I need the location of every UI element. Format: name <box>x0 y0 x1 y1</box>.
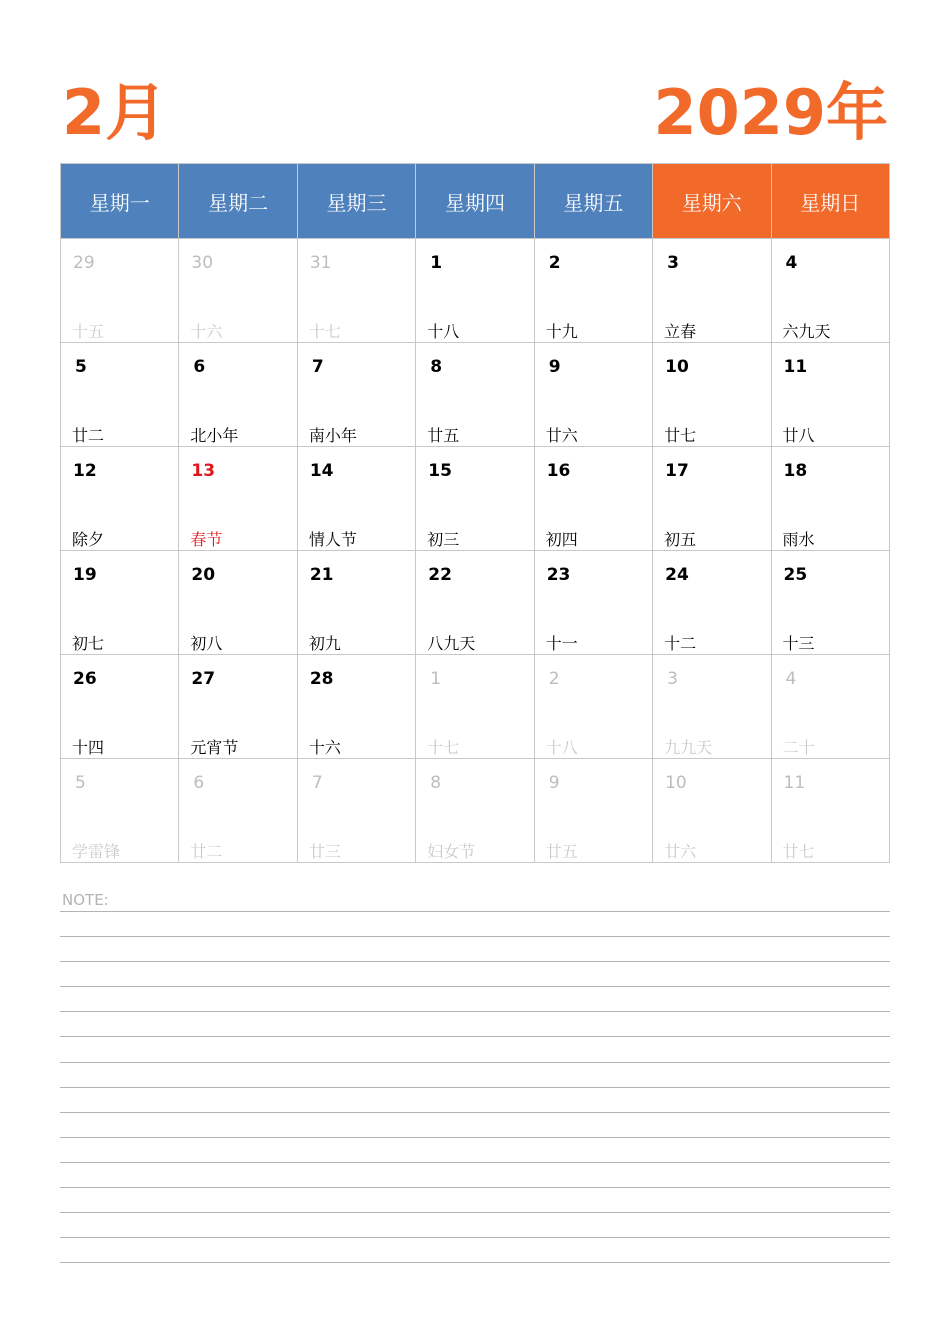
day-cell[interactable] <box>653 239 771 343</box>
note-line[interactable] <box>60 987 890 1012</box>
day-cell[interactable] <box>534 551 652 655</box>
day-cell[interactable] <box>179 447 297 551</box>
day-number: 9 <box>548 357 561 377</box>
lunar-date-label: 廿六 <box>664 842 697 861</box>
lunar-date-label: 初三 <box>427 530 460 549</box>
day-cell-outside-month[interactable] <box>297 759 415 863</box>
day-number: 14 <box>309 461 334 481</box>
day-cell[interactable] <box>297 551 415 655</box>
day-cell[interactable] <box>179 655 297 759</box>
day-number: 4 <box>785 669 797 689</box>
day-number: 30 <box>191 253 214 273</box>
lunar-date-label: 初五 <box>664 530 697 549</box>
weekday-header-cell: 星期二 <box>179 164 297 239</box>
day-number: 17 <box>665 461 689 481</box>
day-number: 22 <box>428 565 452 585</box>
day-cell-outside-month[interactable] <box>61 759 179 863</box>
lunar-date-label: 十八 <box>545 738 578 757</box>
note-line[interactable] <box>60 1138 890 1163</box>
day-cell-outside-month[interactable] <box>179 239 297 343</box>
day-number: 5 <box>75 357 87 377</box>
day-cell[interactable] <box>61 447 179 551</box>
weekday-header-cell: 星期一 <box>61 164 179 239</box>
lunar-date-label: 八九天 <box>427 634 476 653</box>
day-cell-outside-month[interactable] <box>653 759 771 863</box>
day-number: 8 <box>430 357 443 377</box>
note-lines[interactable] <box>60 911 890 1263</box>
day-number: 26 <box>73 669 97 689</box>
day-number: 27 <box>191 669 216 689</box>
day-number: 12 <box>73 461 97 481</box>
year-title: 2029年 <box>653 76 888 149</box>
note-line[interactable] <box>60 962 890 987</box>
day-cell-outside-month[interactable] <box>179 759 297 863</box>
day-cell[interactable] <box>416 551 534 655</box>
day-number: 11 <box>783 357 808 377</box>
lunar-date-label: 妇女节 <box>427 842 476 861</box>
lunar-date-label: 廿二 <box>72 426 105 445</box>
lunar-date-label: 元宵节 <box>190 738 239 757</box>
week-row <box>61 239 890 343</box>
calendar-body <box>61 239 890 863</box>
lunar-date-label: 雨水 <box>782 530 815 549</box>
lunar-date-label: 情人节 <box>308 530 357 549</box>
day-cell[interactable] <box>416 447 534 551</box>
weekday-header-cell: 星期六 <box>653 164 771 239</box>
lunar-date-label: 十三 <box>782 634 815 653</box>
day-number: 19 <box>73 565 97 585</box>
lunar-date-label: 十二 <box>664 634 697 653</box>
day-number: 16 <box>546 461 571 481</box>
lunar-date-label: 廿二 <box>190 842 223 861</box>
day-cell-outside-month[interactable] <box>61 239 179 343</box>
day-cell-outside-month[interactable] <box>534 655 652 759</box>
day-number: 20 <box>191 565 216 585</box>
day-cell[interactable] <box>179 343 297 447</box>
day-cell[interactable] <box>297 655 415 759</box>
lunar-date-label: 十九 <box>545 322 578 341</box>
day-cell[interactable] <box>653 447 771 551</box>
day-cell-outside-month[interactable] <box>771 655 889 759</box>
lunar-date-label: 十六 <box>190 322 223 341</box>
lunar-date-label: 十一 <box>545 634 578 653</box>
day-cell[interactable] <box>297 343 415 447</box>
day-cell-outside-month[interactable] <box>416 759 534 863</box>
lunar-date-label: 立春 <box>664 322 697 341</box>
day-cell-outside-month[interactable] <box>297 239 415 343</box>
day-number: 3 <box>667 669 678 689</box>
day-cell[interactable] <box>61 551 179 655</box>
note-line[interactable] <box>60 937 890 962</box>
day-number: 7 <box>311 773 323 793</box>
weekday-header-cell: 星期五 <box>534 164 652 239</box>
day-cell[interactable] <box>653 551 771 655</box>
note-line[interactable] <box>60 1063 890 1088</box>
lunar-date-label: 六九天 <box>782 322 831 341</box>
lunar-date-label: 廿七 <box>782 842 815 861</box>
lunar-date-label: 九九天 <box>664 738 713 757</box>
day-number: 9 <box>548 773 560 793</box>
week-row <box>61 759 890 863</box>
day-number: 4 <box>785 253 798 273</box>
lunar-date-label: 廿五 <box>427 426 460 445</box>
lunar-date-label: 十六 <box>308 738 341 757</box>
day-cell[interactable] <box>771 551 889 655</box>
lunar-date-label: 学雷锋 <box>72 842 121 861</box>
day-number: 3 <box>667 253 679 273</box>
day-cell[interactable] <box>771 239 889 343</box>
lunar-date-label: 初七 <box>72 634 105 653</box>
lunar-date-label: 北小年 <box>190 426 239 445</box>
day-cell-outside-month[interactable] <box>771 759 889 863</box>
day-cell-outside-month[interactable] <box>416 655 534 759</box>
note-line[interactable] <box>60 1163 890 1188</box>
lunar-date-label: 廿五 <box>545 842 578 861</box>
day-cell[interactable] <box>179 551 297 655</box>
note-line[interactable] <box>60 1188 890 1213</box>
lunar-date-label: 初九 <box>308 634 341 653</box>
day-cell[interactable] <box>771 447 889 551</box>
note-label: NOTE: <box>62 891 109 909</box>
day-number: 2 <box>548 253 561 273</box>
day-cell-outside-month[interactable] <box>653 655 771 759</box>
note-line[interactable] <box>60 1238 890 1263</box>
weekday-header-cell: 星期四 <box>416 164 534 239</box>
day-cell[interactable] <box>534 343 652 447</box>
day-number: 15 <box>428 461 452 481</box>
note-line[interactable] <box>60 1037 890 1062</box>
day-number: 1 <box>430 669 442 689</box>
lunar-date-label: 十四 <box>72 738 105 757</box>
week-row <box>61 551 890 655</box>
day-cell[interactable] <box>534 239 652 343</box>
week-row <box>61 655 890 759</box>
day-number: 28 <box>309 669 334 689</box>
lunar-date-label: 春节 <box>190 530 223 549</box>
day-number: 11 <box>783 773 806 793</box>
day-number: 10 <box>665 773 687 793</box>
day-cell-outside-month[interactable] <box>534 759 652 863</box>
lunar-date-label: 二十 <box>782 738 815 757</box>
day-cell[interactable] <box>416 343 534 447</box>
day-cell[interactable] <box>297 447 415 551</box>
calendar-grid <box>60 163 890 863</box>
note-line[interactable] <box>60 1088 890 1113</box>
lunar-date-label: 廿八 <box>782 426 815 445</box>
day-number: 8 <box>430 773 442 793</box>
day-number: 25 <box>783 565 808 585</box>
weekday-header <box>61 164 890 239</box>
lunar-date-label: 廿六 <box>545 426 578 445</box>
day-cell[interactable] <box>534 447 652 551</box>
day-number: 10 <box>665 357 689 377</box>
lunar-date-label: 廿七 <box>664 426 697 445</box>
weekday-header-cell: 星期三 <box>297 164 415 239</box>
day-number: 18 <box>783 461 808 481</box>
day-number: 24 <box>665 565 689 585</box>
lunar-date-label: 初八 <box>190 634 223 653</box>
lunar-date-label: 十五 <box>72 322 105 341</box>
day-number: 7 <box>311 357 324 377</box>
lunar-date-label: 南小年 <box>308 426 357 445</box>
day-number: 1 <box>430 253 443 273</box>
day-cell[interactable] <box>416 239 534 343</box>
day-cell[interactable] <box>61 655 179 759</box>
day-number: 23 <box>546 565 571 585</box>
day-number: 6 <box>193 357 206 377</box>
week-row <box>61 343 890 447</box>
note-line[interactable] <box>60 1012 890 1037</box>
weekday-header-cell: 星期日 <box>771 164 889 239</box>
day-cell[interactable] <box>653 343 771 447</box>
day-number: 13 <box>191 461 216 481</box>
lunar-date-label: 廿三 <box>308 842 341 861</box>
lunar-date-label: 十八 <box>427 322 460 341</box>
day-number: 31 <box>309 253 332 273</box>
week-row <box>61 447 890 551</box>
day-cell[interactable] <box>771 343 889 447</box>
month-title: 2月 <box>62 76 168 149</box>
day-number: 29 <box>73 253 95 273</box>
day-number: 5 <box>75 773 86 793</box>
lunar-date-label: 初四 <box>545 530 578 549</box>
day-number: 21 <box>309 565 334 585</box>
day-number: 6 <box>193 773 205 793</box>
note-line[interactable] <box>60 1113 890 1138</box>
lunar-date-label: 十七 <box>308 322 341 341</box>
day-number: 2 <box>548 669 560 689</box>
weekday-row <box>61 164 890 239</box>
day-cell[interactable] <box>61 343 179 447</box>
note-line[interactable] <box>60 912 890 937</box>
lunar-date-label: 十七 <box>427 738 460 757</box>
lunar-date-label: 除夕 <box>72 530 105 549</box>
note-line[interactable] <box>60 1213 890 1238</box>
